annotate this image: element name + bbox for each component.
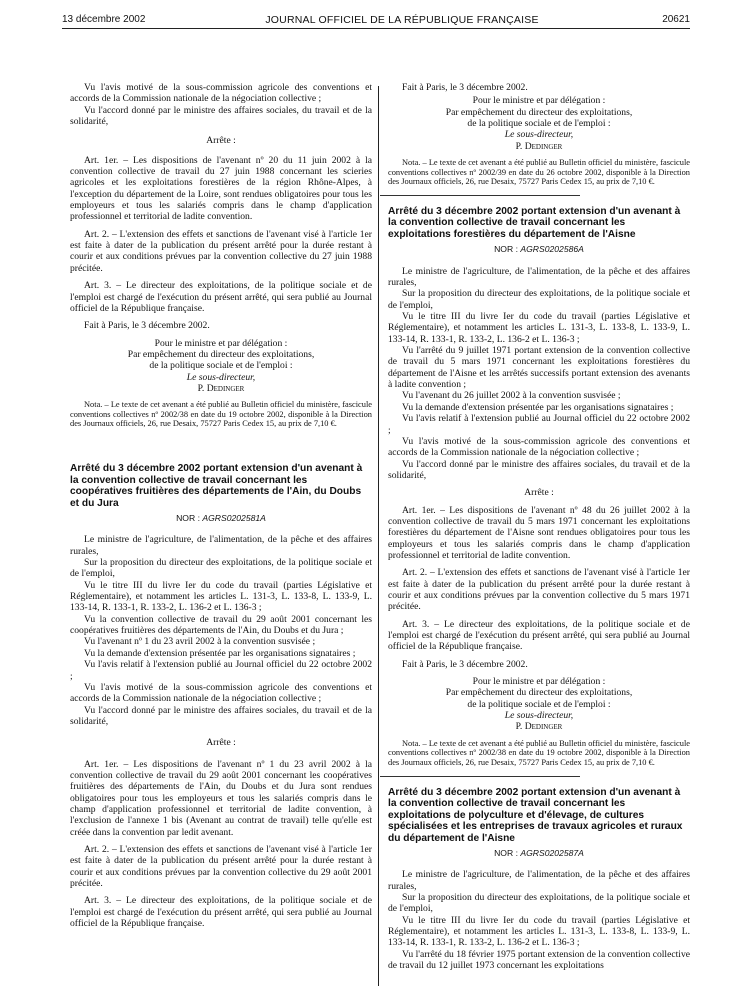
signature-line: Pour le ministre et par délégation : xyxy=(472,95,606,107)
nor-label: NOR : xyxy=(176,513,200,524)
decree-title: Arrêté du 3 décembre 2002 portant extension d'un avenant à la convention collective de travail concernant les exploitations de polyculture et d'élevage, de cultures spécialisées et les entreprises de travaux agricoles et ruraux du département de l'Aisne xyxy=(388,786,683,844)
signature-line: de la politique sociale et de l'emploi : xyxy=(467,698,611,710)
section-rule xyxy=(380,195,580,196)
arrete-heading: Arrête : xyxy=(206,737,236,749)
article-1: Art. 1er. – Les dispositions de l'avenant nº 1 du 23 avril 2002 à la convention collective de travail du 29 août 2001 concernant les coopératives fruitières des départements de l'Ain, du Doubs et du Jura sont rendues obligatoires pour tous les employeurs et tous les salariés compris dans le champ d'application professionnel et territorial de ladite convention, à l'exclusion de l'annexe 1 bis (Avenant au contrat de travail) telle qu'elle est créée dans la convention par ledit avenant. xyxy=(70,758,372,838)
article-1: Art. 1er. – Les dispositions de l'avenant nº 20 du 11 juin 2002 à la convention collective de travail du 27 juin 1988 concernant les scieries agricoles et les exploitations forestières de la région Rhône-Alpes, à l'exception du département de la Loire, sont rendues obligatoires pour tous les employeurs et tous les salariés compris dans le champ d'application professionnel et territorial de ladite convention. xyxy=(70,154,372,223)
article-1: Art. 1er. – Les dispositions de l'avenant nº 48 du 26 juillet 2002 à la convention collective de travail du 5 mars 1971 concernant les exploitations forestières du département de l'Aisne sont rendues obligatoires pour tous les employeurs et tous les salariés compris dans le champ d'application professionnel et territorial de ladite convention. xyxy=(388,504,690,561)
signature-line: de la politique sociale et de l'emploi : xyxy=(149,360,293,372)
nor-reference xyxy=(388,848,690,859)
visa: Vu l'avis motivé de la sous-commission agricole des conventions et accords de la Commission nationale de la négociation collective ; xyxy=(388,435,690,459)
nota: Nota. – Le texte de cet avenant a été publié au Bulletin officiel du ministère, fascicule conventions collectives nº 2002/39 en date du 26 octobre 2002, disponible à la Direction des Journaux officiels, 26, rue Desaix, 75727 Paris Cedex 15, au prix de 7,10 €. xyxy=(388,158,690,187)
visa: Vu l'avis motivé de la sous-commission agricole des conventions et accords de la Commission nationale de la négociation collective ; xyxy=(70,681,372,705)
visa: Vu la demande d'extension présentée par les organisations signataires ; xyxy=(84,647,356,659)
visa: Vu l'accord donné par le ministre des affaires sociales, du travail et de la solidarité, xyxy=(388,458,690,481)
signature-line: Par empêchement du directeur des exploitations, xyxy=(445,106,633,118)
nor-label: NOR : xyxy=(494,848,518,859)
visa: Le ministre de l'agriculture, de l'alimentation, de la pêche et des affaires rurales, xyxy=(388,265,690,289)
signature-title: Le sous-directeur, xyxy=(504,129,574,141)
article-2: Art. 2. – L'extension des effets et sanctions de l'avenant visé à l'article 1er est faite à dater de la publication du présent arrêté pour la durée restant à courir et aux conditions prévues par la convention collective du 5 mars 1971 précitée. xyxy=(388,567,690,613)
visa: Vu la convention collective de travail du 29 août 2001 concernant les coopératives fruitières des départements de l'Ain, du Doubs et du Jura ; xyxy=(70,613,372,637)
fait-line: Fait à Paris, le 3 décembre 2002. xyxy=(402,82,528,93)
visa: Vu l'arrêté du 18 février 1975 portant extension de la convention collective de travail du 12 juillet 1973 concernant les exploitations xyxy=(388,948,690,972)
nor-code: AGRS0202581A xyxy=(202,513,266,524)
visa: Vu l'accord donné par le ministre des affaires sociales, du travail et de la solidarité, xyxy=(70,104,372,128)
visa: Le ministre de l'agriculture, de l'alimentation, de la pêche et des affaires rurales, xyxy=(70,534,372,557)
visa: Vu l'arrêté du 9 juillet 1971 portant extension de la convention collective de travail du 5 mars 1971 concernant les exploitations forestières du département de l'Aisne et les arrêtés successifs portant extension des avenants à ladite convention ; xyxy=(388,345,690,391)
visa: Vu le titre III du livre Ier du code du travail (parties Législative et Réglementaire), et notamment les articles L. 131-3, L. 133-8, L. 133-9, L. 133-14, R. 133-1, R. 133-2, L. 136-2 et L. 136-3 ; xyxy=(388,914,690,949)
arrete-heading: Arrête : xyxy=(206,135,236,147)
visa: Vu l'avis motivé de la sous-commission agricole des conventions et accords de la Commission nationale de la négociation collective ; xyxy=(70,82,372,105)
visa: Vu la demande d'extension présentée par les organisations signataires ; xyxy=(402,401,674,413)
visa: Vu l'avenant du 26 juillet 2002 à la convention susvisée ; xyxy=(402,390,621,402)
nota: Nota. – Le texte de cet avenant a été publié au Bulletin officiel du ministère, fascicule conventions collectives nº 2002/38 en date du 19 octobre 2002, disponible à la Direction des Journaux officiels, 26, rue Desaix, 75727 Paris Cedex 15, au prix de 7,10 €. xyxy=(70,400,372,429)
nor-code: AGRS0202586A xyxy=(520,244,584,255)
signature-line: de la politique sociale et de l'emploi : xyxy=(467,118,611,130)
header-rule xyxy=(62,28,690,29)
journal-title: JOURNAL OFFICIEL DE LA RÉPUBLIQUE FRANÇAISE xyxy=(265,14,539,26)
article-3: Art. 3. – Le directeur des exploitations, de la politique sociale et de l'emploi est chargé de l'exécution du présent arrêté, qui sera publié au Journal officiel de la République française. xyxy=(70,895,372,930)
signature-line: Par empêchement du directeur des exploitations, xyxy=(127,348,315,360)
visa: Vu l'avis relatif à l'extension publié au Journal officiel du 22 octobre 2002 ; xyxy=(388,413,690,436)
signatory-name: P. Dedinger xyxy=(197,382,245,394)
nor-label: NOR : xyxy=(494,244,518,255)
visa: Vu l'avenant nº 1 du 23 avril 2002 à la convention susvisée ; xyxy=(84,636,316,648)
visa: Le ministre de l'agriculture, de l'alimentation, de la pêche et des affaires rurales, xyxy=(388,869,690,892)
visa: Vu l'accord donné par le ministre des affaires sociales, du travail et de la solidarité, xyxy=(70,704,372,727)
arrete-heading: Arrête : xyxy=(524,487,554,499)
section-rule xyxy=(380,776,580,777)
nor-reference xyxy=(388,244,690,255)
visa: Sur la proposition du directeur des exploitations, de la politique sociale et de l'emploi, xyxy=(70,557,372,580)
visa: Vu le titre III du livre Ier du code du travail (parties Législative et Réglementaire), et notamment les articles L. 131-3, L. 133-8, L. 133-9, L. 133-14, R. 133-1, R. 133-2, L. 136-2 et L. 136-3 ; xyxy=(388,311,690,345)
left-column xyxy=(70,82,372,929)
page-number: 20621 xyxy=(662,14,690,25)
nota: Nota. – Le texte de cet avenant a été publié au Bulletin officiel du ministère, fascicule conventions collectives nº 2002/38 en date du 19 octobre 2002, disponible à la Direction des Journaux officiels, 26, rue Desaix, 75727 Paris Cedex 15, au prix de 7,10 €. xyxy=(388,738,690,767)
signatory-name: P. Dedinger xyxy=(515,721,563,733)
decree-title: Arrêté du 3 décembre 2002 portant extension d'un avenant à la convention collective de travail concernant les coopératives fruitières des départements de l'Ain, du Doubs et du Jura xyxy=(70,463,363,509)
nor-code: AGRS0202587A xyxy=(520,848,584,859)
signature-title: Le sous-directeur, xyxy=(504,710,574,722)
signature-line: Pour le ministre et par délégation : xyxy=(472,676,606,688)
decree-title: Arrêté du 3 décembre 2002 portant extension d'un avenant à la convention collective de travail concernant les exploitations forestières du département de l'Aisne xyxy=(388,205,681,240)
issue-date: 13 décembre 2002 xyxy=(62,14,146,25)
fait-line: Fait à Paris, le 3 décembre 2002. xyxy=(84,320,210,332)
article-2: Art. 2. – L'extension des effets et sanctions de l'avenant visé à l'article 1er est faite à dater de la publication du présent arrêté pour la durée restant à courir et aux conditions prévues par la convention collective du 29 août 2001 précitée. xyxy=(70,843,372,889)
signature-line: Par empêchement du directeur des exploitations, xyxy=(445,687,633,699)
article-3: Art. 3. – Le directeur des exploitations, de la politique sociale et de l'emploi est chargé de l'exécution du présent arrêté, qui sera publié au Journal officiel de la République française. xyxy=(70,280,372,314)
article-2: Art. 2. – L'extension des effets et sanctions de l'avenant visé à l'article 1er est faite à dater de la publication du présent arrêté pour la durée restant à courir et aux conditions prévues par la convention collective du 27 juin 1988 précitée. xyxy=(70,228,372,274)
signatory-name: P. Dedinger xyxy=(515,140,563,152)
signature-title: Le sous-directeur, xyxy=(186,371,256,383)
signature-line: Pour le ministre et par délégation : xyxy=(154,337,288,349)
visa: Vu l'avis relatif à l'extension publié au Journal officiel du 22 octobre 2002 ; xyxy=(70,659,372,682)
visa: Sur la proposition du directeur des exploitations, de la politique sociale et de l'emploi, xyxy=(388,288,690,311)
visa: Sur la proposition du directeur des exploitations, de la politique sociale et de l'emploi, xyxy=(388,892,690,915)
right-column xyxy=(388,82,690,971)
article-3: Art. 3. – Le directeur des exploitations, de la politique sociale et de l'emploi est chargé de l'exécution du présent arrêté, qui sera publié au Journal officiel de la République française. xyxy=(388,618,690,653)
nor-reference xyxy=(70,513,372,524)
visa: Vu le titre III du livre Ier du code du travail (parties Législative et Réglementaire), et notamment les articles L. 131-3, L. 133-8, L. 133-9, L. 133-14, R. 133-1, R. 133-2, L. 136-2 et L. 136-3 ; xyxy=(70,579,372,614)
fait-line: Fait à Paris, le 3 décembre 2002. xyxy=(402,658,528,670)
column-divider xyxy=(378,86,379,986)
